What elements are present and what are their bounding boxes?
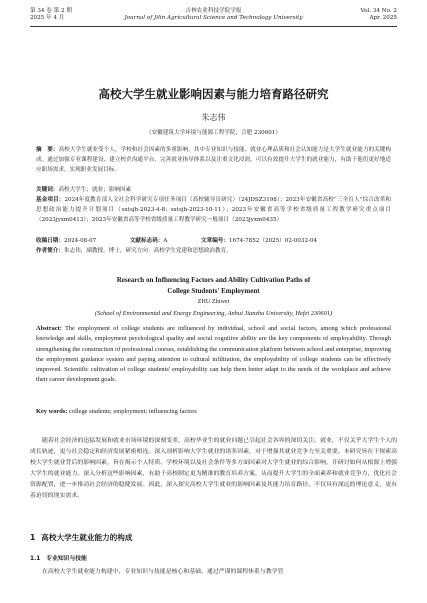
keywords-cn-label: 关键词： <box>36 187 59 193</box>
header-rule <box>30 26 397 27</box>
intro-paragraph: 随着社会经济的迅猛发展和就业市场环境的深刻变革，高校毕业生的就业问题已引起社会各界的深切关注。就业，不仅关乎大学生个人的成长轨迹，更与社会稳定和经济发展紧密相连。深入剖析影响大学生就业的诸多因素，对于增强其就业竞争力至关重要。本研究旨在于探索高校大学生就业背后的影响因素，旨在揭示个人特质、学校环境以及社会条件等多方面因素对大学生就业的综合影响，并研讨如何从根源上增强大学生的就业能力。深入分析这些影响因素，有助于高校制定更为精准的教育培养方案，从而提升大学生的全面素养和就业竞争力，优化社会资源配置，进一步推动社会经济的稳健发展。因此，深入探究高校大学生就业的影响因素及其能力培育路径，不仅具有深远的理论意义，更有着迫切的现实需求。 <box>30 438 397 499</box>
author-bio <box>36 247 391 257</box>
author-bio-label: 作者简介： <box>36 248 64 254</box>
subsection-number: 1.1 <box>30 556 41 562</box>
article-no-label: 文章编号： <box>201 238 229 244</box>
volume-issue-en: Vol. 34 No. 2 <box>360 8 397 14</box>
issue-info-en <box>361 8 397 22</box>
meta-line <box>36 237 391 247</box>
abstract-cn <box>36 146 391 175</box>
subsection-paragraph: 在高校大学生就业能力构建中，专业知识与技能是核心和基础。通过严谨的课程体系与教学管 <box>42 569 284 575</box>
abstract-cn-label: 摘 要： <box>36 147 59 153</box>
received-label: 收稿日期： <box>36 238 64 244</box>
abstract-cn-text: 高校大学生就业受个人、学校和社会因素的多重影响，其中专业知识与技能、就业心理品质和社会认知能力是大学生就业能力的关键构成。通过加强专业课程建设、建立校企沟通平台、完善就业指导体系以及注重文化浸润，可以有效提升大学生的就业能力，有助于他们更好地适应职场需求，实现职业发展目标。 <box>36 147 391 173</box>
abstract-en-text: The employment of college students are influenced by individual, school and social factors, among which professional knowledge and skills, employment psychological quality and social cognitive ability are the key components of employability. Through strengthening the construction of professional courses, establishing the communication platform between school and enterprise, improving the employment guidance system and paying attention to cultural infiltration, the employability of college students can be effectively improved. Scientific cultivation of college students' employability can help them better adapt to the needs of the workplace and achieve their career development goals. <box>36 325 392 384</box>
section-number: 1 <box>30 533 36 542</box>
issue-date: 2025 年 4 月 <box>30 15 65 21</box>
paper-affiliation: （安徽建筑大学环境与能源工程学院，合肥 230601） <box>145 130 281 136</box>
abstract-en-label: Abstract: <box>36 325 62 332</box>
funding-label: 基金项目： <box>36 197 65 203</box>
abstract-en <box>36 324 391 386</box>
en-title-line2: College Students' Employment <box>167 286 260 295</box>
journal-name-cn: 吉林农业科技学院学报 <box>185 8 242 14</box>
en-title <box>30 275 397 296</box>
received-date: 2024-08-07 <box>63 238 97 244</box>
en-author: ZHU Zhiwei <box>197 298 230 305</box>
author-bio-text: 朱志伟，副教授，博士，研究方向：高校学生党建和思想政治教育。 <box>63 248 232 254</box>
article-no: 1674-7852（2025）02-0032-04 <box>228 238 318 244</box>
subsection-heading <box>30 553 87 562</box>
keywords-en <box>36 407 391 417</box>
subsection-title: 专业知识与技能 <box>46 556 87 562</box>
journal-name <box>30 8 397 22</box>
en-title-line1: Research on Influencing Factors and Ability Cultivation Paths of <box>116 276 311 284</box>
keywords-cn <box>36 186 391 196</box>
keywords-cn-text: 高校大学生；就业；影响因素 <box>58 187 132 193</box>
section-title: 高校大学生就业能力的构成 <box>41 533 133 542</box>
funding <box>36 196 391 225</box>
doc-code: A <box>163 238 168 244</box>
keywords-en-text: college students; employment; influencing factors <box>69 408 197 415</box>
en-affiliation: (School of Environmental and Energy Engineering, Anhui Jianzhu University, Hefei 230601) <box>94 310 333 317</box>
funding-text: 2024年度教育部人文社会科学研究专项任务项目（高校辅导员研究）（24JDSZ3198）；2023年安徽省高校“三全育人”综合改革和思想政治能力提升计划项目（sxtsjh-2023-4-8；sxtsjh-2023-10-11）；2023年安徽省高等学校省级质量工程教学研究重点项目（2023jyxm0413）；2023年安徽省高等学校省级质量工程教学研究一般项目（2023jyxm0435） <box>36 197 391 223</box>
paper-title: 高校大学生就业影响因素与能力培育路径研究 <box>98 87 329 101</box>
journal-name-en: Journal of Jilin Agricultural Science and Technology University <box>124 15 303 21</box>
keywords-en-label: Key words: <box>36 408 68 415</box>
volume-issue: 第 34 卷 第 2 期 <box>30 8 72 14</box>
section-heading <box>30 532 132 543</box>
doc-code-label: 文献标志码： <box>129 238 164 244</box>
issue-date-en: Apr. 2025 <box>369 15 397 21</box>
paper-author: 朱志伟 <box>201 113 226 122</box>
